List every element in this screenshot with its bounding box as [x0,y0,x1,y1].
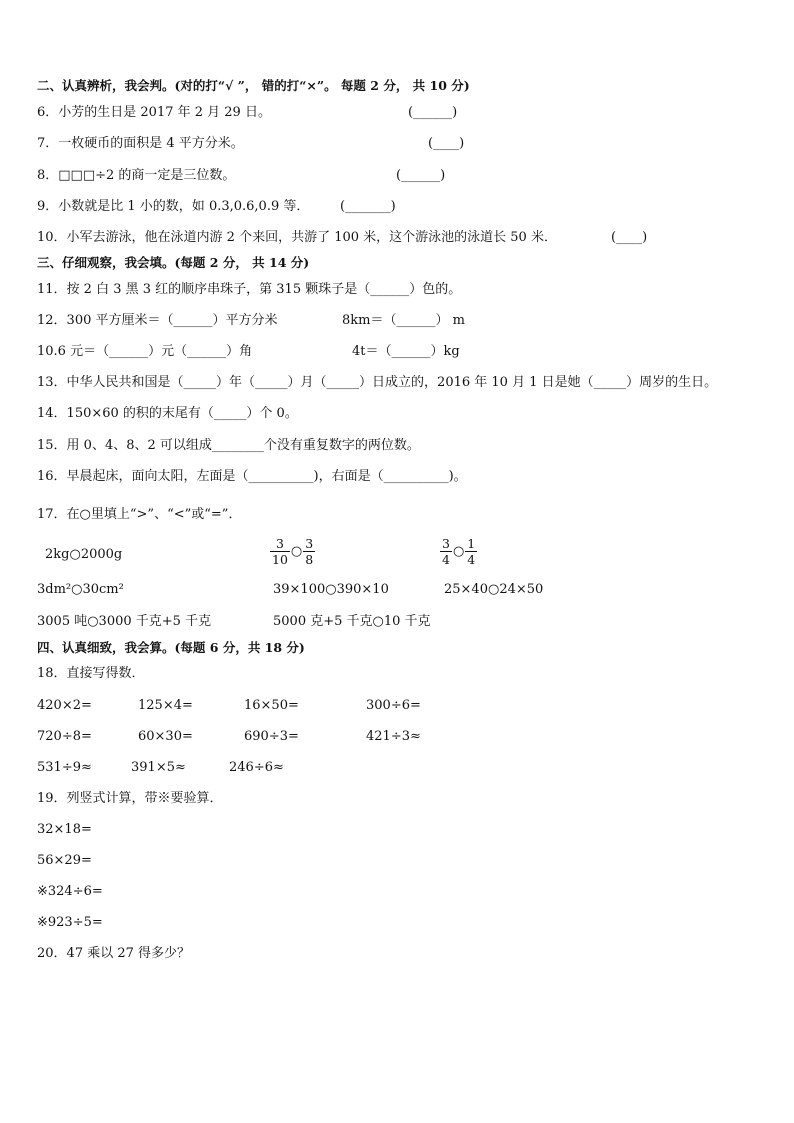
calc-item: 60×30= [138,729,193,744]
question-16: 16．早晨起床，面向太阳，左面是（__________)，右面是（__________)。 [37,469,467,484]
question-11: 11．按 2 白 3 黑 3 红的顺序串珠子，第 315 颗珠子是（______）色的。 [37,282,462,297]
calc-item: 300÷6= [366,698,421,713]
answer-blank-7[interactable]: (____) [428,136,465,151]
question-14: 14．150×60 的积的末尾有（_____）个 0。 [37,406,298,421]
calc-item: 720÷8= [37,729,92,744]
compare-item-5: 25×40○24×50 [444,582,544,597]
fraction-3-10: $\frac{3}{10}$ [272,536,288,567]
question-8: 8．□□□÷2 的商一定是三位数。 [37,168,236,183]
compare-item-fraction-1 [270,536,315,567]
compare-item-6: 3005 吨○3000 千克+5 千克 [37,614,212,629]
question-18: 18．直接写得数． [37,666,145,681]
question-12d: 4t＝（______）kg [352,344,460,359]
compare-circle[interactable]: ○ [452,544,465,559]
calc-item: 690÷3= [244,729,299,744]
section-2-title: 二、认真辨析，我会判。(对的打“√ ”， 错的打“×”。 每题 2 分， 共 10 分) [37,78,470,93]
fraction-1-4: $\frac{1}{4}$ [467,536,476,567]
compare-circle[interactable]: ○ [290,544,303,559]
question-12c: 10.6 元＝（______）元（______）角 [37,344,253,359]
fraction-3-4: $\frac{3}{4}$ [442,536,450,567]
compare-item-4: 39×100○390×10 [273,582,389,597]
answer-blank-6[interactable]: (______) [408,105,458,120]
calc-item: 246÷6≈ [229,760,284,775]
question-7: 7．一枚硬币的面积是 4 平方分米。 [37,136,244,151]
question-12a: 12．300 平方厘米＝（______）平方分米 [37,313,278,328]
question-19: 19．列竖式计算，带※要验算． [37,791,223,806]
calc-item: 420×2= [37,698,92,713]
compare-item-7: 5000 克+5 千克○10 千克 [273,614,431,629]
question-13: 13．中华人民共和国是（_____）年（_____）月（_____）日成立的，2016 年 10 月 1 日是她（_____）周岁的生日。 [37,375,718,390]
calc-item: 391×5≈ [131,760,186,775]
section-3-title: 三、仔细观察，我会填。(每题 2 分， 共 14 分) [37,255,310,270]
question-9: 9．小数就是比 1 小的数，如 0.3,0.6,0.9 等． [37,199,310,214]
question-12b: 8km＝（______） m [342,313,465,328]
answer-blank-9[interactable]: (_______) [340,199,396,214]
vertical-calc-item: 56×29= [37,853,92,868]
compare-item-1: 2kg○2000g [45,547,123,562]
answer-blank-8[interactable]: (______) [396,168,446,183]
compare-item-3: 3dm²○30cm² [37,582,124,597]
question-20: 20．47 乘以 27 得多少？ [37,946,191,961]
calc-item: 125×4= [138,698,193,713]
vertical-calc-item: 32×18= [37,822,92,837]
calc-item: 531÷9≈ [37,760,92,775]
question-10: 10．小军去游泳，他在泳道内游 2 个来回，共游了 100 米，这个游泳池的泳道长 50 米． [37,230,557,245]
vertical-calc-item: ※923÷5= [37,915,103,930]
section-4-title: 四、认真细致，我会算。(每题 6 分，共 18 分) [37,640,305,655]
fraction-3-8: $\frac{3}{8}$ [305,536,314,567]
question-15: 15．用 0、4、8、2 可以组成________个没有重复数字的两位数。 [37,438,420,453]
question-17: 17．在○里填上“>”、“<”或“=”． [37,507,242,522]
compare-item-fraction-2 [440,536,477,567]
calc-item: 421÷3≈ [366,729,421,744]
question-6: 6．小芳的生日是 2017 年 2 月 29 日。 [37,105,271,120]
vertical-calc-item: ※324÷6= [37,884,103,899]
answer-blank-10[interactable]: (____) [611,230,648,245]
calc-item: 16×50= [244,698,299,713]
